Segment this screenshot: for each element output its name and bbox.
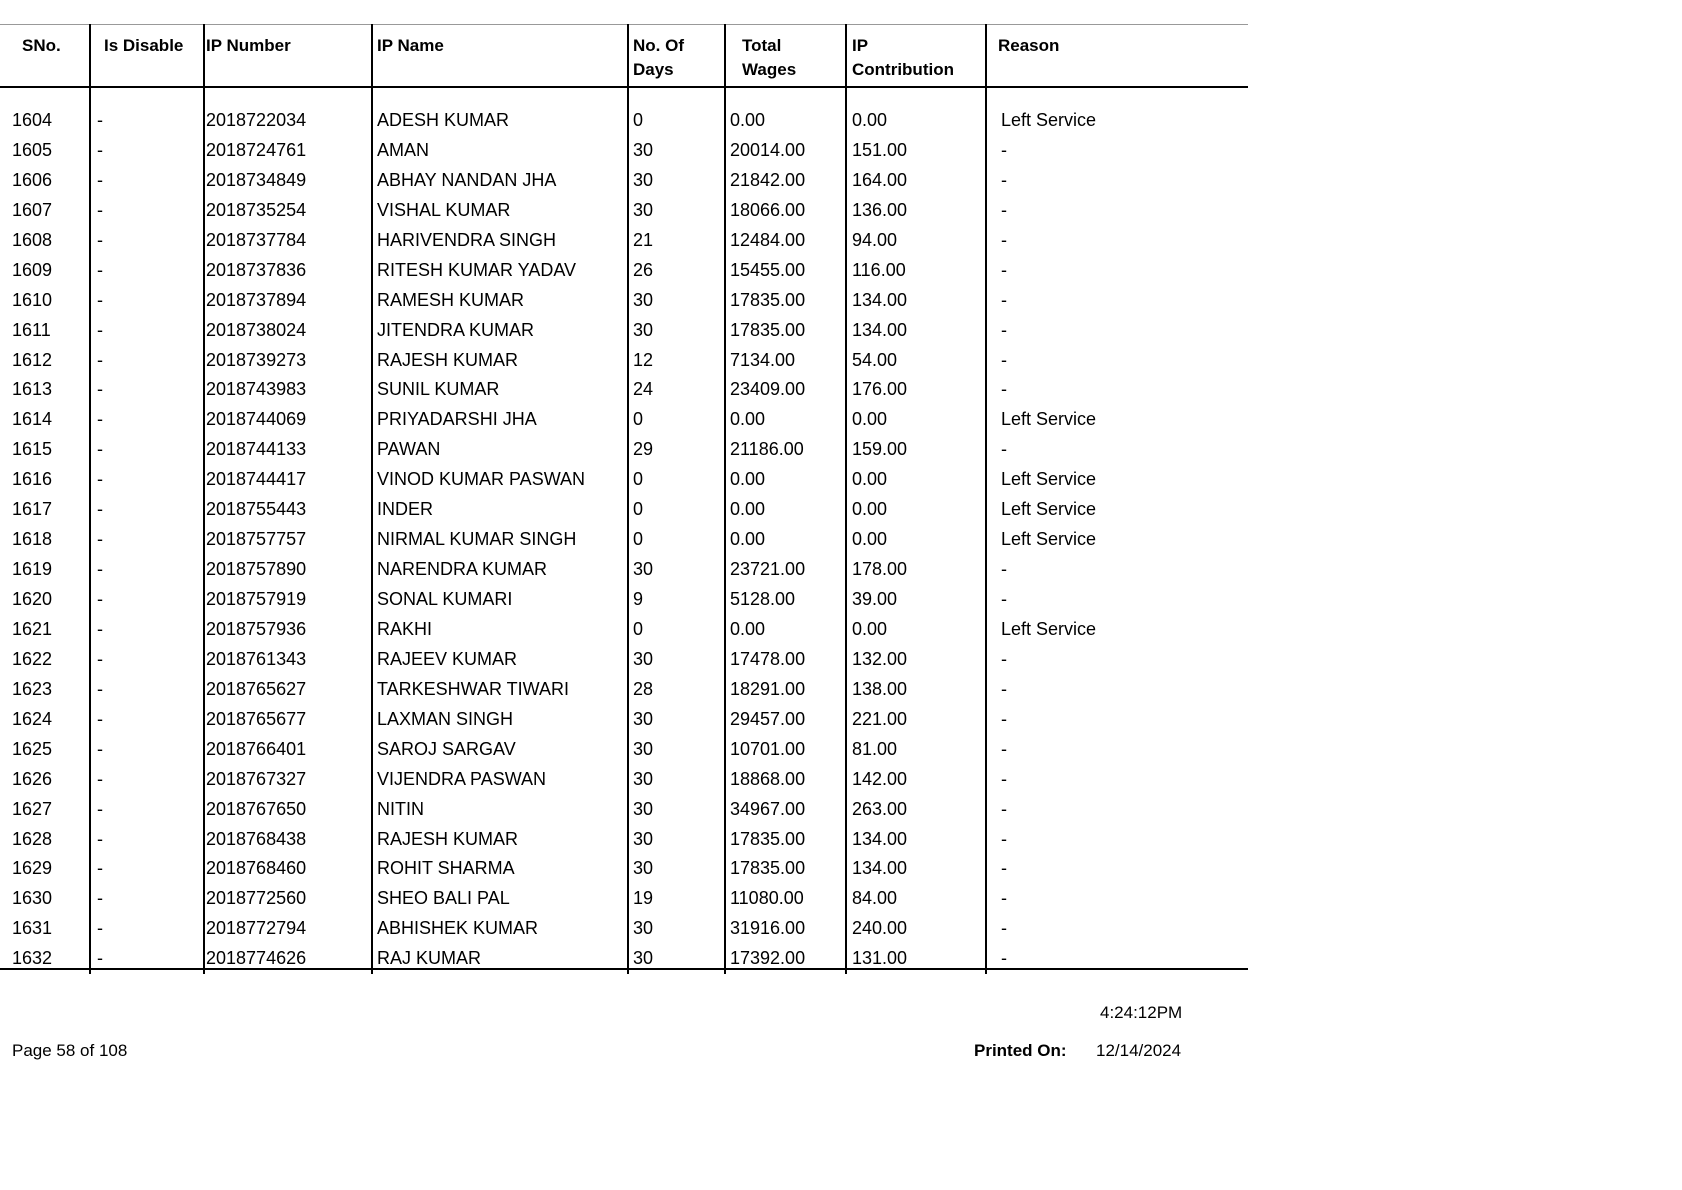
cell-reason: - [1001, 229, 1007, 250]
cell-ip-name: VIJENDRA PASWAN [377, 768, 547, 789]
cell-total-wages: 17835.00 [730, 828, 806, 849]
cell-ip-number: 2018774626 [206, 948, 307, 969]
cell-ip-name: PAWAN [377, 439, 441, 460]
cell-no-of-days: 30 [633, 559, 654, 580]
cell-ip-name: AMAN [377, 139, 430, 160]
cell-ip-number: 2018743983 [206, 379, 307, 400]
header-no-of-days [633, 34, 684, 82]
cell-is-disable: - [97, 379, 103, 400]
cell-no-of-days: 0 [633, 110, 644, 130]
header-is-disable: Is Disable [104, 36, 184, 55]
cell-no-of-days: 9 [633, 589, 644, 609]
cell-no-of-days: 30 [633, 199, 654, 220]
cell-is-disable: - [97, 229, 103, 250]
table-row [0, 404, 1248, 434]
table-row [0, 644, 1248, 674]
cell-ip-contribution: 39.00 [852, 589, 898, 609]
cell-ip-number: 2018737784 [206, 229, 307, 250]
cell-ip-contribution: 116.00 [852, 259, 906, 280]
cell-reason: - [1001, 948, 1007, 969]
cell-ip-name: LAXMAN SINGH [377, 708, 514, 729]
cell-ip-contribution: 142.00 [852, 768, 908, 789]
cell-ip-number: 2018757936 [206, 618, 307, 639]
cell-ip-name: RITESH KUMAR YADAV [377, 259, 577, 280]
cell-ip-number: 2018767650 [206, 798, 307, 819]
cell-sno: 1605 [12, 139, 53, 160]
header-reason: Reason [998, 36, 1060, 55]
cell-reason: - [1001, 199, 1007, 220]
cell-is-disable: - [97, 499, 103, 520]
cell-reason: Left Service [1001, 499, 1097, 520]
cell-sno: 1625 [12, 738, 53, 759]
cell-reason: - [1001, 648, 1007, 669]
cell-is-disable: - [97, 589, 103, 609]
cell-no-of-days: 26 [633, 259, 654, 280]
cell-sno: 1613 [12, 379, 53, 400]
cell-sno: 1619 [12, 559, 53, 580]
cell-ip-contribution: 134.00 [852, 319, 908, 340]
table-row [0, 853, 1248, 883]
cell-ip-contribution: 136.00 [852, 199, 908, 220]
cell-sno: 1607 [12, 199, 53, 220]
table-row [0, 225, 1248, 255]
cell-reason: - [1001, 589, 1007, 609]
cell-ip-number: 2018761343 [206, 648, 307, 669]
cell-reason: - [1001, 259, 1007, 280]
cell-sno: 1611 [12, 319, 51, 340]
header-sno: SNo. [22, 36, 61, 55]
table-row [0, 285, 1248, 315]
cell-reason: - [1001, 139, 1007, 160]
cell-reason: - [1001, 678, 1007, 699]
cell-is-disable: - [97, 529, 103, 550]
cell-ip-number: 2018768460 [206, 858, 307, 879]
cell-sno: 1627 [12, 798, 53, 819]
cell-ip-contribution: 134.00 [852, 289, 908, 310]
cell-no-of-days: 30 [633, 139, 654, 160]
cell-ip-number: 2018755443 [206, 499, 307, 520]
cell-ip-contribution: 94.00 [852, 229, 898, 250]
cell-ip-name: NARENDRA KUMAR [377, 559, 548, 580]
table-body [0, 105, 1248, 973]
cell-is-disable: - [97, 169, 103, 190]
cell-ip-name: VINOD KUMAR PASWAN [377, 469, 586, 490]
cell-total-wages: 0.00 [730, 499, 766, 520]
cell-sno: 1612 [12, 349, 53, 370]
cell-no-of-days: 19 [633, 888, 654, 909]
cell-ip-name: RAJESH KUMAR [377, 828, 519, 849]
cell-ip-name: RAJ KUMAR [377, 948, 482, 969]
cell-reason: - [1001, 349, 1007, 370]
cell-ip-contribution: 0.00 [852, 529, 888, 550]
header-no-of-days-line2: Days [633, 60, 674, 79]
cell-total-wages: 21842.00 [730, 169, 806, 190]
cell-no-of-days: 30 [633, 169, 654, 190]
cell-no-of-days: 30 [633, 798, 654, 819]
cell-no-of-days: 30 [633, 858, 654, 879]
header-total-wages-line1: Total [742, 36, 782, 55]
cell-is-disable: - [97, 768, 103, 789]
cell-no-of-days: 24 [633, 379, 654, 400]
table-row [0, 913, 1248, 943]
cell-ip-contribution: 159.00 [852, 439, 908, 460]
cell-ip-name: ADESH KUMAR [377, 110, 510, 130]
cell-no-of-days: 0 [633, 409, 644, 430]
page-number: Page 58 of 108 [12, 1041, 128, 1060]
cell-ip-number: 2018772794 [206, 918, 307, 939]
cell-ip-number: 2018737836 [206, 259, 307, 280]
cell-sno: 1609 [12, 259, 53, 280]
header-bottom-rule [0, 86, 1248, 88]
header-total-wages-line2: Wages [742, 60, 797, 79]
cell-sno: 1628 [12, 828, 53, 849]
print-time: 4:24:12PM [1100, 1003, 1183, 1022]
header-ip-contribution-line1: IP [852, 36, 869, 55]
cell-sno: 1608 [12, 229, 53, 250]
cell-no-of-days: 0 [633, 499, 644, 520]
cell-ip-contribution: 134.00 [852, 828, 908, 849]
cell-ip-contribution: 221.00 [852, 708, 908, 729]
table-row [0, 524, 1248, 554]
cell-ip-contribution: 84.00 [852, 888, 898, 909]
cell-ip-number: 2018737894 [206, 289, 307, 310]
cell-sno: 1616 [12, 469, 53, 490]
cell-ip-name: SHEO BALI PAL [377, 888, 510, 909]
cell-ip-contribution: 131.00 [852, 948, 908, 969]
cell-no-of-days: 30 [633, 738, 654, 759]
cell-total-wages: 29457.00 [730, 708, 806, 729]
table-row [0, 464, 1248, 494]
cell-total-wages: 17478.00 [730, 648, 806, 669]
cell-is-disable: - [97, 888, 103, 909]
cell-ip-name: RAMESH KUMAR [377, 289, 525, 310]
cell-ip-contribution: 0.00 [852, 618, 888, 639]
cell-ip-contribution: 0.00 [852, 110, 888, 130]
cell-total-wages: 18066.00 [730, 199, 806, 220]
cell-ip-contribution: 0.00 [852, 409, 888, 430]
cell-reason: - [1001, 798, 1007, 819]
cell-sno: 1622 [12, 648, 53, 669]
cell-total-wages: 12484.00 [730, 229, 806, 250]
cell-is-disable: - [97, 409, 103, 430]
cell-reason: - [1001, 439, 1007, 460]
table-row [0, 345, 1248, 375]
printed-on-date: 12/14/2024 [1096, 1041, 1182, 1060]
cell-ip-contribution: 0.00 [852, 499, 888, 520]
cell-sno: 1621 [12, 618, 53, 639]
cell-total-wages: 17835.00 [730, 858, 806, 879]
cell-no-of-days: 30 [633, 289, 654, 310]
cell-total-wages: 18291.00 [730, 678, 806, 699]
cell-ip-number: 2018724761 [206, 139, 307, 160]
cell-reason: Left Service [1001, 469, 1097, 490]
cell-ip-number: 2018766401 [206, 738, 307, 759]
cell-ip-name: INDER [377, 499, 434, 520]
table-row [0, 494, 1248, 524]
cell-is-disable: - [97, 110, 103, 130]
cell-no-of-days: 28 [633, 678, 654, 699]
cell-ip-contribution: 81.00 [852, 738, 898, 759]
cell-ip-number: 2018765677 [206, 708, 307, 729]
cell-ip-name: HARIVENDRA SINGH [377, 229, 557, 250]
cell-total-wages: 20014.00 [730, 139, 806, 160]
cell-reason: - [1001, 858, 1007, 879]
cell-ip-name: ABHISHEK KUMAR [377, 918, 539, 939]
cell-ip-name: RAJEEV KUMAR [377, 648, 518, 669]
cell-no-of-days: 30 [633, 708, 654, 729]
cell-ip-number: 2018767327 [206, 768, 307, 789]
cell-ip-number: 2018757757 [206, 529, 307, 550]
table-row [0, 374, 1248, 404]
cell-ip-contribution: 134.00 [852, 858, 908, 879]
cell-total-wages: 21186.00 [730, 439, 804, 460]
cell-reason: Left Service [1001, 110, 1097, 130]
header-ip-contribution [852, 34, 954, 82]
cell-total-wages: 23409.00 [730, 379, 806, 400]
cell-ip-number: 2018738024 [206, 319, 307, 340]
cell-is-disable: - [97, 618, 103, 639]
header-ip-name: IP Name [377, 36, 444, 55]
cell-total-wages: 0.00 [730, 618, 766, 639]
table-row [0, 674, 1248, 704]
cell-sno: 1610 [12, 289, 53, 310]
cell-sno: 1630 [12, 888, 53, 909]
cell-reason: - [1001, 169, 1007, 190]
cell-no-of-days: 0 [633, 469, 644, 490]
cell-total-wages: 7134.00 [730, 349, 796, 370]
cell-is-disable: - [97, 858, 103, 879]
cell-ip-name: JITENDRA KUMAR [377, 319, 535, 340]
cell-ip-number: 2018757890 [206, 559, 307, 580]
cell-ip-name: ROHIT SHARMA [377, 858, 515, 879]
table-top-rule [0, 24, 1248, 25]
cell-ip-name: RAKHI [377, 618, 433, 639]
cell-ip-number: 2018744133 [206, 439, 307, 460]
cell-ip-name: RAJESH KUMAR [377, 349, 519, 370]
cell-sno: 1632 [12, 948, 53, 969]
cell-is-disable: - [97, 798, 103, 819]
cell-total-wages: 0.00 [730, 409, 766, 430]
cell-sno: 1620 [12, 589, 53, 609]
table-row [0, 255, 1248, 285]
cell-ip-contribution: 132.00 [852, 648, 908, 669]
cell-no-of-days: 30 [633, 828, 654, 849]
cell-total-wages: 5128.00 [730, 589, 796, 609]
cell-total-wages: 31916.00 [730, 918, 806, 939]
cell-total-wages: 17392.00 [730, 948, 806, 969]
table-row [0, 135, 1248, 165]
cell-ip-name: SUNIL KUMAR [377, 379, 500, 400]
cell-sno: 1614 [12, 409, 53, 430]
cell-ip-number: 2018772560 [206, 888, 307, 909]
cell-total-wages: 15455.00 [730, 259, 806, 280]
cell-reason: - [1001, 319, 1007, 340]
cell-ip-contribution: 164.00 [852, 169, 908, 190]
table-row [0, 165, 1248, 195]
table-row [0, 883, 1248, 913]
cell-total-wages: 0.00 [730, 469, 766, 490]
cell-ip-number: 2018735254 [206, 199, 307, 220]
cell-reason: Left Service [1001, 409, 1097, 430]
cell-ip-number: 2018757919 [206, 589, 307, 609]
table-row [0, 434, 1248, 464]
cell-ip-name: NITIN [377, 798, 424, 819]
cell-reason: - [1001, 828, 1007, 849]
cell-total-wages: 23721.00 [730, 559, 806, 580]
cell-sno: 1626 [12, 768, 53, 789]
cell-sno: 1606 [12, 169, 53, 190]
cell-ip-contribution: 176.00 [852, 379, 908, 400]
cell-no-of-days: 30 [633, 319, 654, 340]
cell-sno: 1623 [12, 678, 53, 699]
printed-on-label: Printed On: [974, 1041, 1067, 1060]
cell-is-disable: - [97, 439, 103, 460]
cell-ip-contribution: 138.00 [852, 678, 908, 699]
cell-reason: - [1001, 708, 1007, 729]
table-row [0, 614, 1248, 644]
cell-sno: 1604 [12, 110, 53, 130]
table-row [0, 195, 1248, 225]
cell-ip-name: NIRMAL KUMAR SINGH [377, 529, 577, 550]
header-ip-number: IP Number [206, 36, 291, 55]
table-row [0, 943, 1248, 973]
cell-ip-name: SONAL KUMARI [377, 589, 513, 609]
table-row [0, 105, 1248, 135]
cell-ip-name: PRIYADARSHI JHA [377, 409, 537, 430]
cell-ip-contribution: 263.00 [852, 798, 908, 819]
cell-is-disable: - [97, 259, 103, 280]
table-row [0, 315, 1248, 345]
cell-reason: Left Service [1001, 529, 1097, 550]
cell-no-of-days: 0 [633, 529, 644, 550]
cell-total-wages: 17835.00 [730, 319, 806, 340]
cell-ip-name: VISHAL KUMAR [377, 199, 511, 220]
cell-reason: - [1001, 379, 1007, 400]
cell-reason: Left Service [1001, 618, 1097, 639]
cell-ip-name: SAROJ SARGAV [377, 738, 516, 759]
cell-is-disable: - [97, 469, 103, 490]
cell-total-wages: 11080.00 [730, 888, 804, 909]
cell-no-of-days: 0 [633, 618, 644, 639]
cell-sno: 1617 [12, 499, 53, 520]
table-row [0, 554, 1248, 584]
cell-total-wages: 0.00 [730, 110, 766, 130]
cell-is-disable: - [97, 319, 103, 340]
cell-no-of-days: 21 [633, 229, 654, 250]
cell-is-disable: - [97, 648, 103, 669]
cell-is-disable: - [97, 708, 103, 729]
cell-sno: 1631 [12, 918, 53, 939]
cell-reason: - [1001, 888, 1007, 909]
cell-no-of-days: 30 [633, 918, 654, 939]
cell-reason: - [1001, 918, 1007, 939]
cell-no-of-days: 30 [633, 948, 654, 969]
cell-is-disable: - [97, 828, 103, 849]
table-row [0, 704, 1248, 734]
cell-no-of-days: 12 [633, 349, 654, 370]
cell-total-wages: 0.00 [730, 529, 766, 550]
cell-ip-contribution: 54.00 [852, 349, 898, 370]
cell-is-disable: - [97, 918, 103, 939]
cell-total-wages: 10701.00 [730, 738, 806, 759]
cell-ip-contribution: 0.00 [852, 469, 888, 490]
table-row [0, 584, 1248, 614]
table-row [0, 824, 1248, 854]
cell-is-disable: - [97, 349, 103, 370]
cell-is-disable: - [97, 559, 103, 580]
cell-is-disable: - [97, 738, 103, 759]
cell-total-wages: 18868.00 [730, 768, 806, 789]
cell-reason: - [1001, 559, 1007, 580]
cell-ip-number: 2018744417 [206, 469, 307, 490]
cell-ip-contribution: 151.00 [852, 139, 908, 160]
cell-is-disable: - [97, 199, 103, 220]
cell-total-wages: 17835.00 [730, 289, 806, 310]
cell-is-disable: - [97, 289, 103, 310]
cell-ip-number: 2018734849 [206, 169, 307, 190]
table-row [0, 794, 1248, 824]
cell-no-of-days: 29 [633, 439, 654, 460]
cell-no-of-days: 30 [633, 648, 654, 669]
cell-ip-number: 2018765627 [206, 678, 307, 699]
cell-ip-number: 2018768438 [206, 828, 307, 849]
cell-ip-number: 2018722034 [206, 110, 307, 130]
header-total-wages [742, 34, 796, 82]
cell-sno: 1624 [12, 708, 53, 729]
cell-is-disable: - [97, 678, 103, 699]
cell-is-disable: - [97, 139, 103, 160]
cell-reason: - [1001, 768, 1007, 789]
cell-total-wages: 34967.00 [730, 798, 806, 819]
cell-reason: - [1001, 289, 1007, 310]
cell-ip-contribution: 178.00 [852, 559, 908, 580]
cell-ip-name: TARKESHWAR TIWARI [377, 678, 570, 699]
table-row [0, 764, 1248, 794]
cell-ip-number: 2018744069 [206, 409, 307, 430]
cell-ip-number: 2018739273 [206, 349, 307, 370]
cell-sno: 1615 [12, 439, 53, 460]
cell-no-of-days: 30 [633, 768, 654, 789]
table-row [0, 734, 1248, 764]
cell-sno: 1629 [12, 858, 53, 879]
header-ip-contribution-line2: Contribution [852, 60, 954, 79]
cell-sno: 1618 [12, 529, 53, 550]
cell-reason: - [1001, 738, 1007, 759]
cell-ip-contribution: 240.00 [852, 918, 908, 939]
header-no-of-days-line1: No. Of [633, 36, 684, 55]
contribution-table [0, 24, 1248, 970]
cell-ip-name: ABHAY NANDAN JHA [377, 169, 557, 190]
cell-is-disable: - [97, 948, 103, 969]
